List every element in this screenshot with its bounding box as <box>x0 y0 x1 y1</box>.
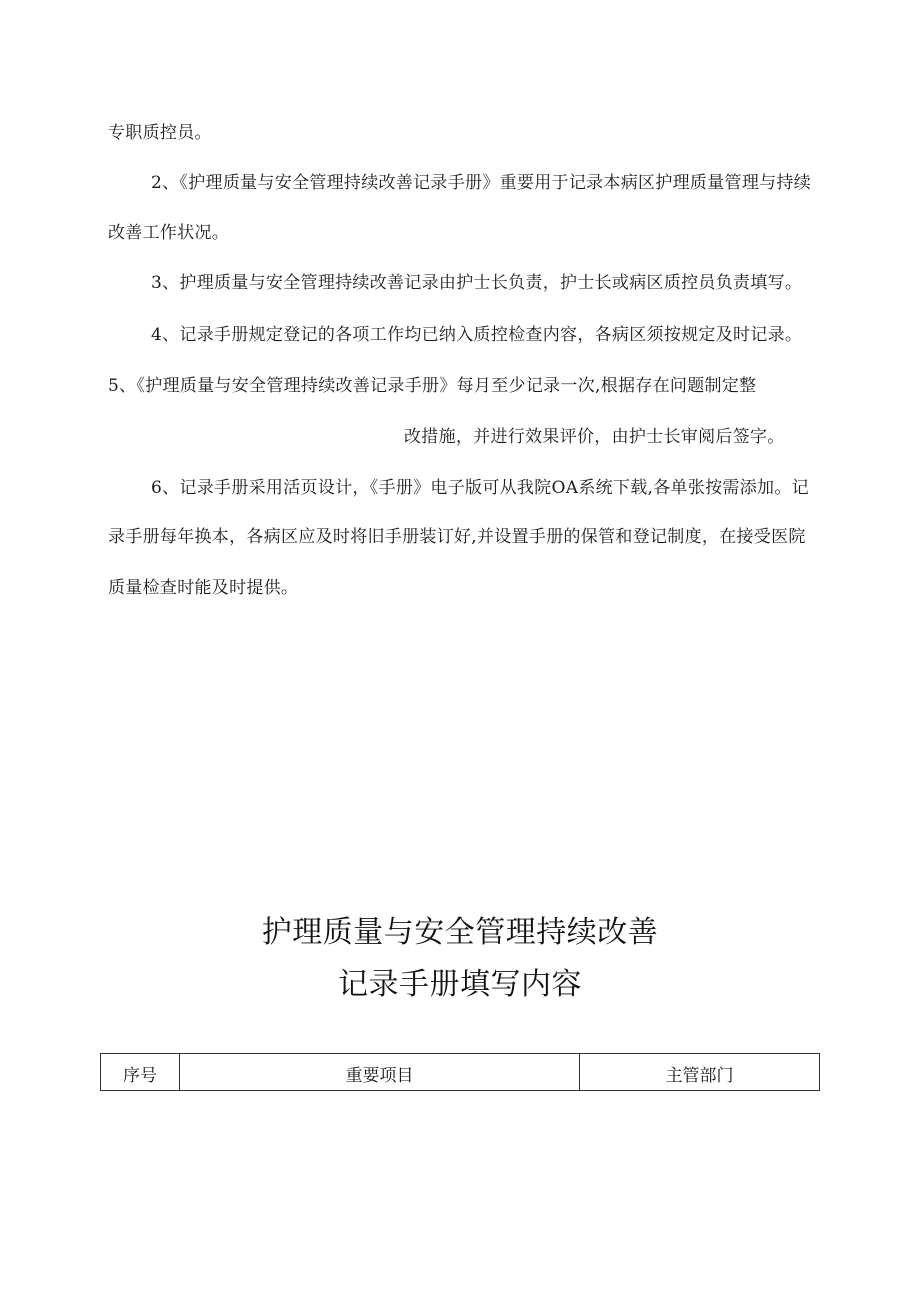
paragraph-line-3: 改善工作状况。 <box>108 223 230 243</box>
header-serial-number: 序号 <box>101 1054 180 1090</box>
paragraph-line-4: 3、护理质量与安全管理持续改善记录由护士长负责，护士长或病区质控员负责填写。 <box>151 273 803 293</box>
paragraph-line-10: 质量检查时能及时提供。 <box>108 578 299 598</box>
paragraph-line-9: 录手册每年换本，各病区应及时将旧手册装订好,并设置手册的保管和登记制度，在接受医院 <box>108 527 806 547</box>
paragraph-line-6: 5、《护理质量与安全管理持续改善记录手册》每月至少记录一次,根据存在问题制定整 <box>108 376 757 396</box>
paragraph-line-7: 改措施，并进行效果评价，由护士长审阅后签字。 <box>404 427 785 447</box>
header-department: 主管部门 <box>665 1066 734 1086</box>
paragraph-line-2: 2、《护理质量与安全管理持续改善记录手册》重要用于记录本病区护理质量管理与持续 <box>151 173 812 193</box>
section-title-line-2: 记录手册填写内容 <box>338 967 582 1002</box>
paragraph-line-8: 6、记录手册采用活页设计，《手册》电子版可从我院OA系统下载,各单张按需添加。记 <box>151 478 809 498</box>
paragraph-line-5: 4、记录手册规定登记的各项工作均已纳入质控检查内容，各病区须按规定及时记录。 <box>151 325 803 345</box>
paragraph-line-1: 专职质控员。 <box>108 123 212 143</box>
section-title-line-1: 护理质量与安全管理持续改善 <box>261 915 659 950</box>
header-main-item: 重要项目 <box>180 1054 580 1090</box>
content-table <box>100 1053 820 1091</box>
